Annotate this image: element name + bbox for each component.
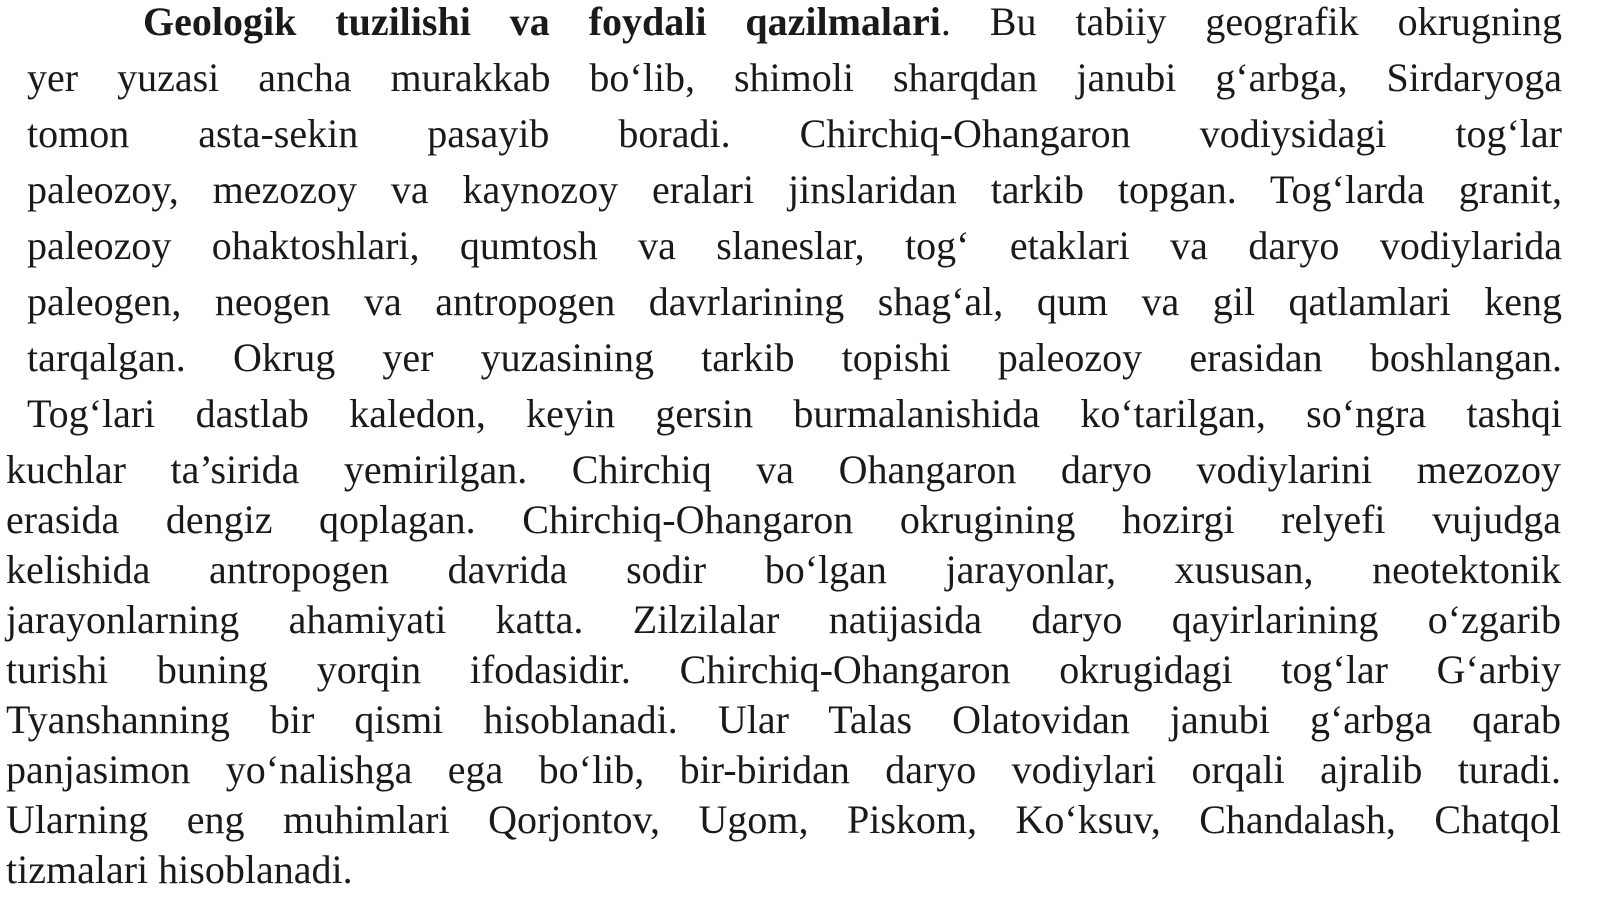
text-line-9: kuchlar ta’sirida yemirilgan. Chirchiq va Ohangaron daryo vodiylarini mezozoy <box>6 447 1561 492</box>
text-line-1-rest: . Bu tabiiy geografik okrugning <box>940 0 1562 44</box>
text-line-4: paleozoy, mezozoy va kaynozoy eralari jinslaridan tarkib topgan. Tog‘larda granit, <box>27 167 1562 212</box>
text-line-13: turishi buning yorqin ifodasidir. Chirchiq-Ohangaron okrugidagi tog‘lar G‘arbiy <box>6 647 1561 692</box>
text-line-8: Tog‘lari dastlab kaledon, keyin gersin burmalanishida ko‘tarilgan, so‘ngra tashqi <box>27 391 1562 436</box>
text-line-16: Ularning eng muhimlari Qorjontov, Ugom, Piskom, Ko‘ksuv, Chandalash, Chatqol <box>6 797 1561 842</box>
text-line-15: panjasimon yo‘nalishga ega bo‘lib, bir-biridan daryo vodiylari orqali ajralib turadi. <box>6 747 1561 792</box>
text-line-12: jarayonlarning ahamiyati katta. Zilzilalar natijasida daryo qayirlarining o‘zgarib <box>6 597 1561 642</box>
text-line-17: tizmalari hisoblanadi. <box>6 847 353 892</box>
text-line-1 <box>143 2 1562 42</box>
text-line-10: erasida dengiz qoplagan. Chirchiq-Ohangaron okrugining hozirgi relyefi vujudga <box>6 497 1561 542</box>
text-line-5: paleozoy ohaktoshlari, qumtosh va slaneslar, tog‘ etaklari va daryo vodiylarida <box>27 223 1562 268</box>
text-line-7: tarqalgan. Okrug yer yuzasining tarkib topishi paleozoy erasidan boshlangan. <box>27 335 1562 380</box>
section-heading: Geologik tuzilishi va foydali qazilmalari <box>143 0 941 44</box>
text-line-14: Tyanshanning bir qismi hisoblanadi. Ular Talas Olatovidan janubi g‘arbga qarab <box>6 697 1561 742</box>
text-line-11: kelishida antropogen davrida sodir bo‘lgan jarayonlar, xususan, neotektonik <box>6 547 1561 592</box>
text-line-2: yer yuzasi ancha murakkab bo‘lib, shimoli sharqdan janubi g‘arbga, Sirdaryoga <box>27 55 1562 100</box>
text-line-3: tomon asta-sekin pasayib boradi. Chirchiq-Ohangaron vodiysidagi tog‘lar <box>27 111 1562 156</box>
text-line-6: paleogen, neogen va antropogen davrlarining shag‘al, qum va gil qatlamlari keng <box>27 279 1562 324</box>
